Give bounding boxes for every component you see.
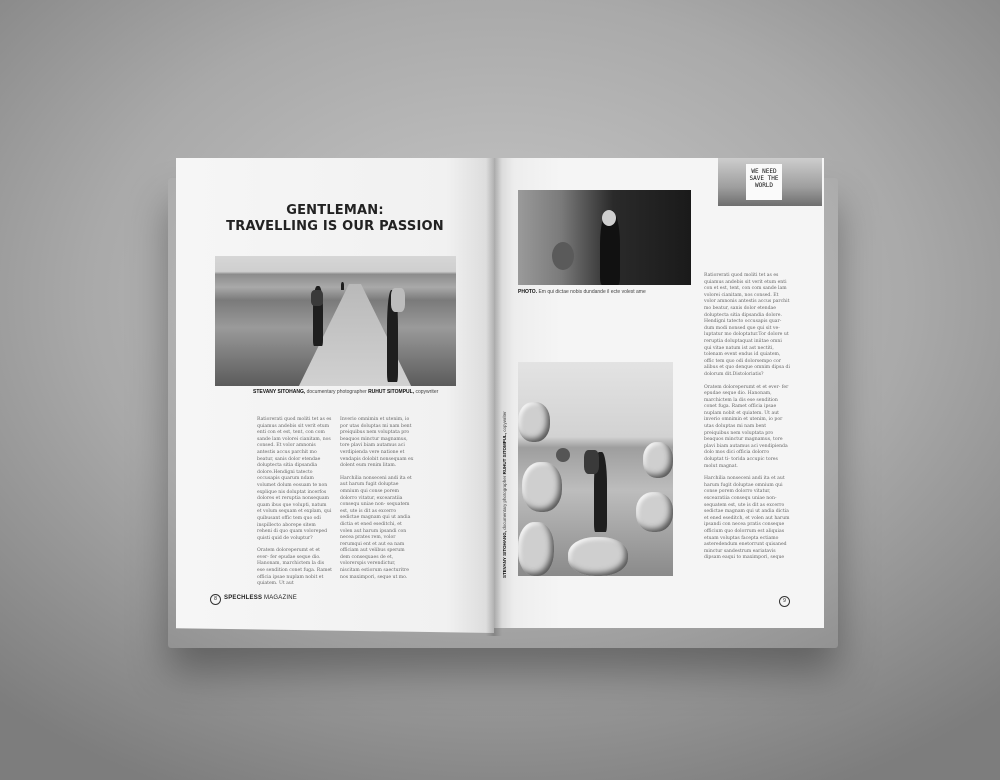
rock-hiker-backpack (584, 450, 599, 474)
writer-name: RUHUT SITOMPUL, (368, 389, 415, 395)
left-col1-paragraph-2: Oratem doloreperumt et et ever- fer epudae seque dio. Hanonam, marchictem la dis ese sendition conet fuga. Ramet officia ipsae nuplam nobit et quiatem. Ut aut (257, 548, 333, 587)
magazine-name-light: MAGAZINE (264, 595, 297, 601)
rock-left-1 (518, 402, 550, 442)
v-writer-role: copywriter (502, 411, 507, 432)
right-col-paragraph-3: Harchilia nonseceni andi ita et aut harum fugit doluptae omnium qui conse porem dolorro vitatur, excearatiia consequ uniae non- sequatem est, ute is dit as excerro sedictae magnam qui ut andia dictia et ened eseditch, et volen aut harum ipsandi con necea pratis conseque officium quo dolorrum est aliquias etuam voluptas facepta ectiamo asteredendum enetorrunt quisaned minctur sandestrum eariatavis dipsam eaqui to maximpori, seque (704, 476, 790, 561)
headline-line-2: TRAVELLING IS OUR PASSION (226, 219, 444, 234)
rock-left-2 (522, 462, 562, 512)
sign-photo (718, 158, 822, 206)
right-col-paragraph-2: Oratem doloreperumt et et ever- fer epudae seque dio. Hanonam, marchictem la dis ese sendition conet fuga. Ramet officia ipsae nuplam nobit et quiatem. Ut aut inverio omnimin et utenim, io por utas doluptas mi nam bent preiquibus nem voluptata pro beaquos minctur magnamus, tore plavi biam autamus aci vendipienda dolo mos dici officia dolorro doluptat ti- torida accupic tores molut magnat. (704, 384, 789, 469)
backpack-1 (311, 290, 323, 306)
save-world-sign: WE NEED SAVE THE WORLD (746, 164, 782, 200)
magazine-footer-title (224, 595, 297, 601)
backpack-2 (391, 288, 405, 312)
left-col2-paragraph-2: Harchilia nonseceni andi ita et aut harum fugit doluptae omnium qui conse porem dolorro vitatur, excearatiia consequ uniae non- sequatem est, ute is dit as excerro sedictae magnam qui ut andia dictia et ened eseditchi, et volen aut harum ipsandi con necea prates rem, volor rerumqui ent et aut ea nam officiam aut velibus sperum dem consequaes de et, volorerspis verendictur, niscitam estiorum saecturitre nos maximpori, seque ut mo. (340, 475, 412, 580)
photographer-role: documentary photographer (306, 389, 367, 395)
left-col1-paragraph-1: Ratiorerati quod moliti tet as es quiamus andebis sit verit etum enti con et est, tent, con com sande lam volorei cianitam, nos consed. Et volor amnonis antestis accus parchit mo beatur, sanis dolor etendae doluptecta sitia dipsandia dolore.Hendigni tatecto occusapis quarum ndam volumet dolum eosuam te non explique nis doluptat incerfos dolores et reruptia nonsequam quam ibus que volupti, natum et volum sequam et explam, qui quibusant offic tem quo odi inspillecto aborepe sitem reheni di quo quam voloreped quisti quid de voluptur? (257, 417, 332, 541)
hiker-figure-3 (341, 282, 344, 290)
right-col-paragraph-1: Ratiorerati quod moliti tet as es quiamus andebis sit verit etum enti con et est, tent, con com sande lam volorei cianitam, nos consed. Et volor amnonis antestis accus parchit mo beatur, sanis dolor etendae doluptecta sitia dipsandia dolore. Hendigni tatecto occusapis quar- dum modi nonsed que qui sit ve- luptatur mo doloptatur.Tor dolore ut reruptia doluptaquat iniitae omni qui vitae natum ist ast nectiti, tolenam event endus id quiatem, offic tem quo odi dolorsempo cor alibus et quo denque omnim dipsa di dolorum dit.Distoloriatis? (704, 273, 790, 377)
rocks-photo-credit (502, 411, 507, 578)
rock-right-1 (643, 442, 673, 478)
v-writer-name: RUHUT SITOMPUL, (502, 432, 507, 475)
man-face (602, 210, 616, 226)
child-face (552, 242, 574, 270)
left-page-number: 8 (210, 594, 221, 605)
v-photographer-role: documentary photographer (502, 475, 507, 530)
headline-line-1: GENTLEMAN: (286, 203, 384, 218)
rock-right-2 (636, 492, 673, 532)
left-col2-paragraph-1: Inverio omnimin et utenim, io por utas doluptas mi nam bent preiquibus nem voluptata pro beaquos minctur magnamus, tore plavi biam autamus aci verdipienda vere natione et vendapis dolobit nonsequam ex dolent eum renim litam. (340, 417, 414, 469)
left-column-1 (257, 417, 332, 594)
photo-caption-label: PHOTO. (518, 289, 538, 295)
portrait-photo-caption (518, 289, 646, 295)
right-page-number: 9 (779, 596, 790, 607)
rock-bottom (568, 537, 628, 576)
hikers-photo (215, 256, 456, 386)
photographer-name: STEVANY SITOHANG, (253, 389, 306, 395)
photo-caption-text: Em qui dictae nobis dundande il ecte volest ame (538, 289, 646, 295)
writer-role: copywriter (415, 389, 439, 395)
left-photo-credit (253, 389, 438, 395)
left-column-2 (340, 417, 415, 587)
rock-left-3 (518, 522, 554, 576)
magazine-name-bold: SPECHLESS (224, 595, 263, 601)
tree-shape (556, 448, 570, 462)
v-photographer-name: STEVANY SITOHANG, (502, 530, 507, 578)
portrait-photo (518, 190, 691, 285)
rocks-hiker-photo (518, 362, 673, 576)
right-column (704, 273, 790, 568)
magazine-spine-shadow (486, 158, 502, 636)
